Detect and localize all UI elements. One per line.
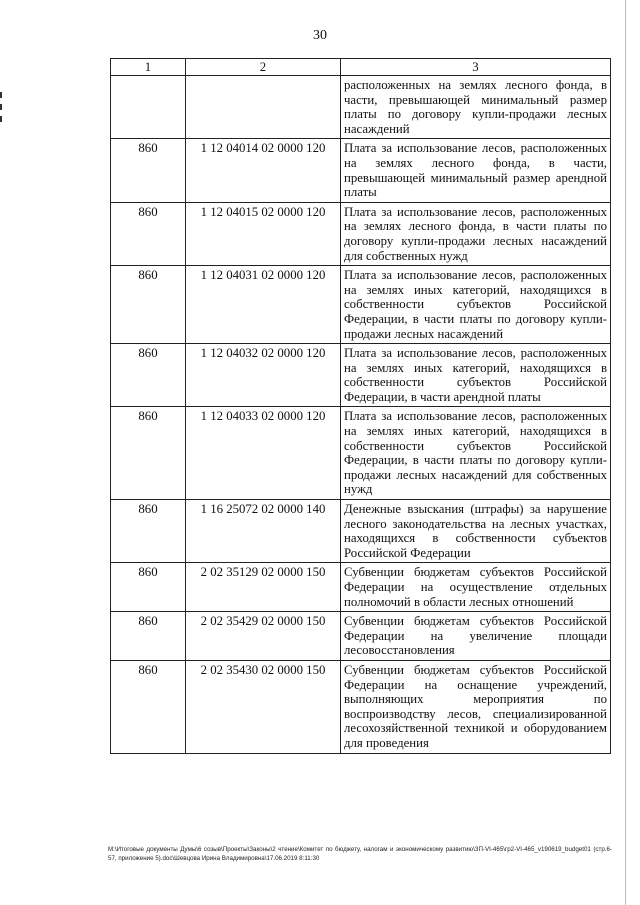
admin-code-cell: 860 bbox=[111, 612, 186, 661]
header-col-2: 2 bbox=[186, 59, 341, 76]
kbk-code-cell: 1 16 25072 02 0000 140 bbox=[186, 500, 341, 563]
admin-code-cell: 860 bbox=[111, 563, 186, 612]
kbk-code-cell: 2 02 35430 02 0000 150 bbox=[186, 660, 341, 753]
table-header bbox=[111, 59, 611, 76]
description-cell: Плата за использование лесов, расположенных на землях лесного фонда, в части платы по договору купли-продажи лесных насаждений для собственных нужд bbox=[341, 202, 611, 265]
admin-code-cell: 860 bbox=[111, 500, 186, 563]
kbk-code-cell: 1 12 04031 02 0000 120 bbox=[186, 266, 341, 344]
table-row bbox=[111, 266, 611, 344]
description-cell: Субвенции бюджетам субъектов Российской Федерации на увеличение площади лесовосстановления bbox=[341, 612, 611, 661]
admin-code-cell: 860 bbox=[111, 660, 186, 753]
kbk-code-cell: 1 12 04033 02 0000 120 bbox=[186, 407, 341, 500]
table-body bbox=[111, 76, 611, 754]
header-col-3: 3 bbox=[341, 59, 611, 76]
header-row bbox=[111, 59, 611, 76]
page-edge-line bbox=[625, 0, 626, 905]
table-row bbox=[111, 407, 611, 500]
description-cell: Плата за использование лесов, расположенных на землях иных категорий, находящихся в собственности субъектов Российской Федерации, в части платы по договору купли-продажи лесных насаждений bbox=[341, 266, 611, 344]
description-cell: Субвенции бюджетам субъектов Российской Федерации на оснащение учреждений, выполняющих мероприятия по воспроизводству лесов, специализированной лесохозяйственной техникой и оборудованием для проведения bbox=[341, 660, 611, 753]
kbk-code-cell: 1 12 04032 02 0000 120 bbox=[186, 344, 341, 407]
header-col-1: 1 bbox=[111, 59, 186, 76]
description-cell: Плата за использование лесов, расположенных на землях иных категорий, находящихся в собственности субъектов Российской Федерации, в части платы по договору купли-продажи лесных насаждений для собственных нужд bbox=[341, 407, 611, 500]
budget-table bbox=[110, 58, 611, 754]
description-cell: Субвенции бюджетам субъектов Российской Федерации на осуществление отдельных полномочий в области лесных отношений bbox=[341, 563, 611, 612]
admin-code-cell: 860 bbox=[111, 139, 186, 202]
admin-code-cell: 860 bbox=[111, 266, 186, 344]
table-row bbox=[111, 612, 611, 661]
kbk-code-cell: 1 12 04015 02 0000 120 bbox=[186, 202, 341, 265]
description-cell: Денежные взыскания (штрафы) за нарушение лесного законодательства на лесных участках, находящихся в собственности субъектов Российской Федерации bbox=[341, 500, 611, 563]
document-footer-path: M:\Итоговые документы Думы\6 созыв\Проекты\Законы\2 чтение\Комитет по бюджету, налогам и экономическому развитию\ЗП-VI-465\гр2-VI-465_v190619_budget01 (стр.6-57, приложение 5).doc\Шевцова Ирина Владимировна\17.06.2019 8:11:30 bbox=[108, 846, 612, 862]
description-cell: Плата за использование лесов, расположенных на землях лесного фонда, в части, превышающей минимальный размер арендной платы bbox=[341, 139, 611, 202]
table-row bbox=[111, 76, 611, 139]
admin-code-cell bbox=[111, 76, 186, 139]
table-row bbox=[111, 660, 611, 753]
kbk-code-cell: 1 12 04014 02 0000 120 bbox=[186, 139, 341, 202]
table-row bbox=[111, 139, 611, 202]
description-cell: расположенных на землях лесного фонда, в части, превышающей минимальный размер платы по договору купли-продажи лесных насаждений bbox=[341, 76, 611, 139]
admin-code-cell: 860 bbox=[111, 407, 186, 500]
table-row bbox=[111, 202, 611, 265]
admin-code-cell: 860 bbox=[111, 344, 186, 407]
table-row bbox=[111, 563, 611, 612]
margin-marks bbox=[0, 92, 4, 132]
admin-code-cell: 860 bbox=[111, 202, 186, 265]
kbk-code-cell: 2 02 35429 02 0000 150 bbox=[186, 612, 341, 661]
table-row bbox=[111, 500, 611, 563]
description-cell: Плата за использование лесов, расположенных на землях иных категорий, находящихся в собственности субъектов Российской Федерации, в части арендной платы bbox=[341, 344, 611, 407]
kbk-code-cell: 2 02 35129 02 0000 150 bbox=[186, 563, 341, 612]
kbk-code-cell bbox=[186, 76, 341, 139]
table-row bbox=[111, 344, 611, 407]
page-number: 30 bbox=[313, 28, 327, 43]
